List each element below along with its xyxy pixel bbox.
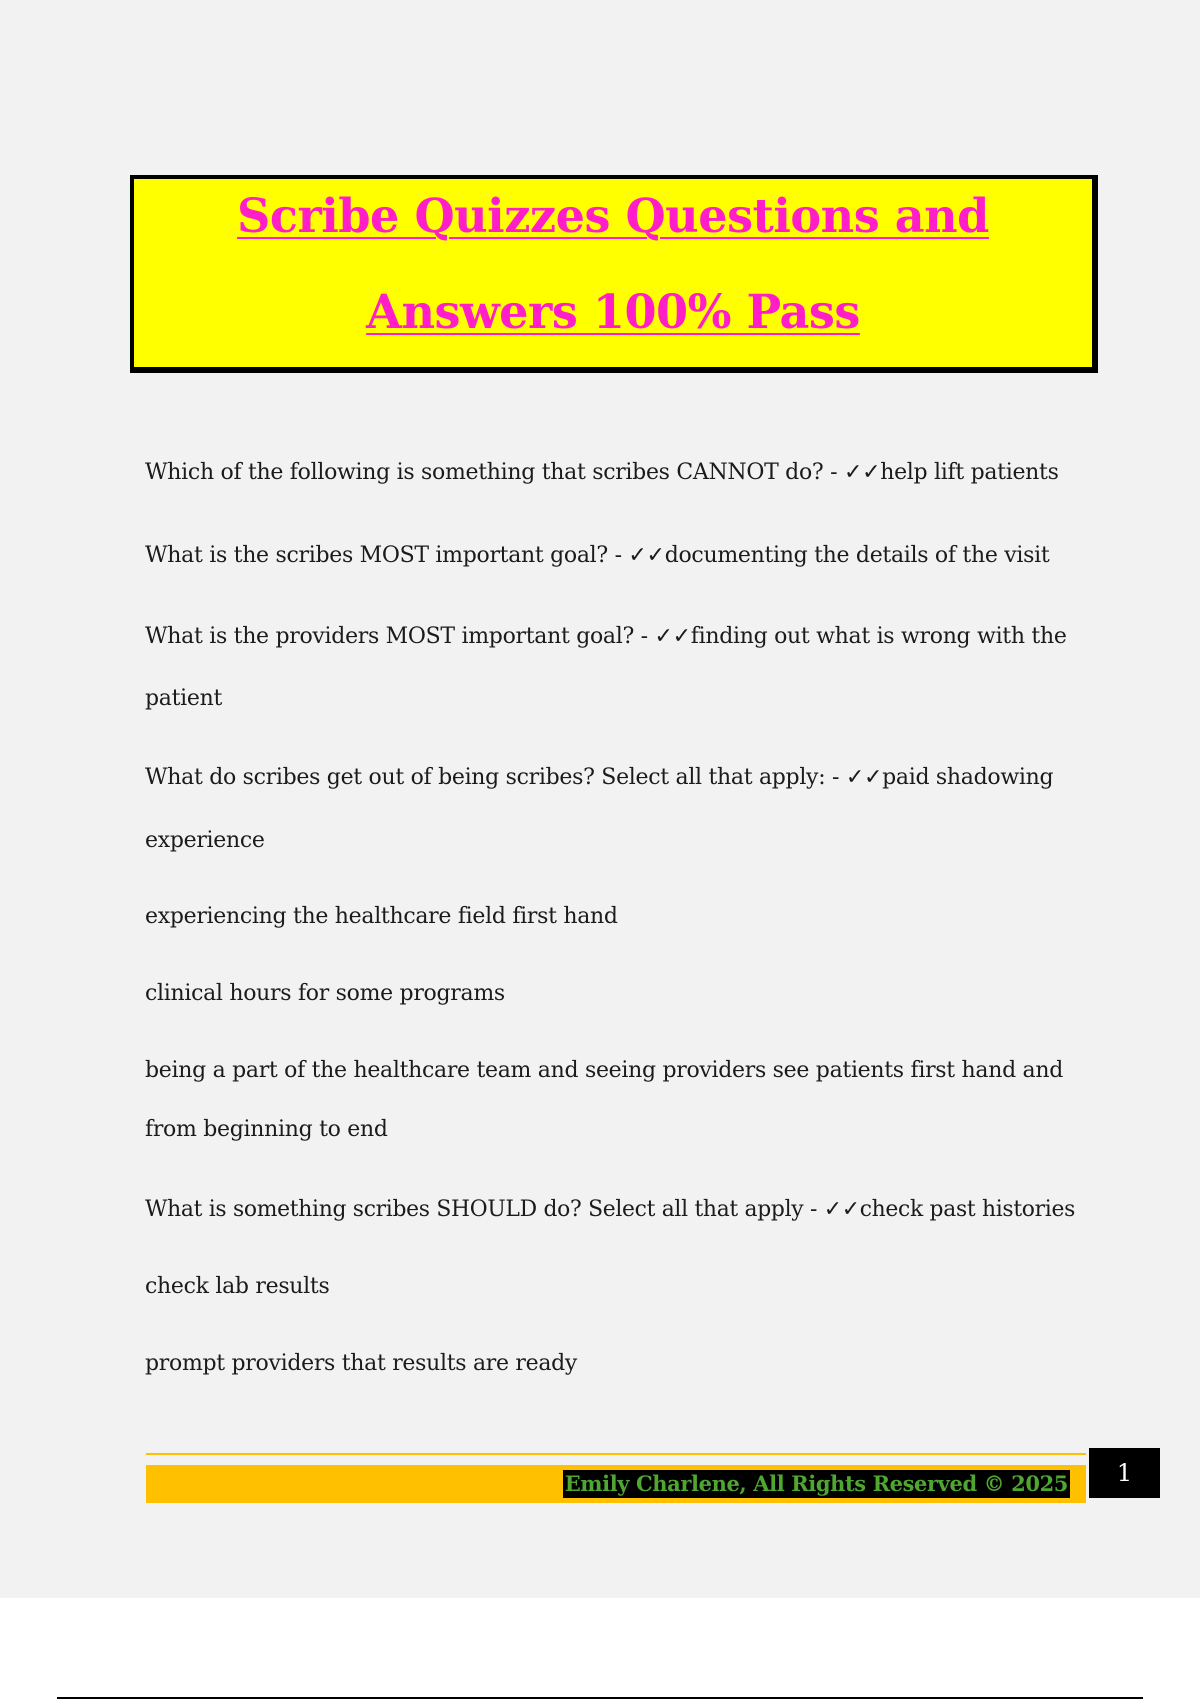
footer-bar — [146, 1465, 1086, 1503]
answer-item: clinical hours for some programs — [145, 981, 505, 1006]
answer-item: check lab results — [145, 1274, 330, 1299]
question-line — [145, 765, 1053, 790]
title-line-2: Answers 100% Pass — [366, 285, 860, 340]
footer-rule — [146, 1453, 1086, 1455]
answer-item: being a part of the healthcare team and seeing providers see patients first hand and — [145, 1058, 1064, 1083]
question-text: What is the scribes MOST important goal? - — [145, 543, 629, 568]
answer-continuation: patient — [145, 686, 223, 711]
question-text: What is something scribes SHOULD do? Select all that apply - — [145, 1197, 824, 1222]
question-line — [145, 1197, 1075, 1222]
answer-text: finding out what is wrong with the — [690, 624, 1067, 649]
title-line-1: Scribe Quizzes Questions and — [237, 189, 989, 244]
check-mark-icon: ✓✓ — [823, 1197, 860, 1222]
question-text: What do scribes get out of being scribes? Select all that apply: - — [145, 765, 846, 790]
answer-continuation: from beginning to end — [145, 1117, 388, 1142]
question-line — [145, 543, 1049, 568]
answer-item: prompt providers that results are ready — [145, 1351, 578, 1376]
question-line — [145, 624, 1067, 649]
check-mark-icon: ✓✓ — [845, 765, 883, 790]
check-mark-icon: ✓✓ — [843, 460, 881, 485]
copyright-text: Emily Charlene, All Rights Reserved © 2025 — [564, 1471, 1068, 1496]
answer-text: paid shadowing — [882, 765, 1054, 790]
title-box — [130, 175, 1098, 373]
page-number: 1 — [1089, 1448, 1160, 1498]
question-line — [145, 460, 1059, 485]
answer-continuation: experience — [145, 828, 265, 853]
next-page-rule — [57, 1697, 1143, 1699]
answer-text: check past histories — [859, 1197, 1076, 1222]
question-text: What is the providers MOST important goal? - — [145, 624, 655, 649]
answer-text: help lift patients — [880, 460, 1059, 485]
answer-item: experiencing the healthcare field first hand — [145, 904, 618, 929]
answer-text: documenting the details of the visit — [664, 543, 1050, 568]
question-text: Which of the following is something that scribes CANNOT do? - — [145, 460, 844, 485]
check-mark-icon: ✓✓ — [654, 624, 691, 649]
check-mark-icon: ✓✓ — [628, 543, 665, 568]
